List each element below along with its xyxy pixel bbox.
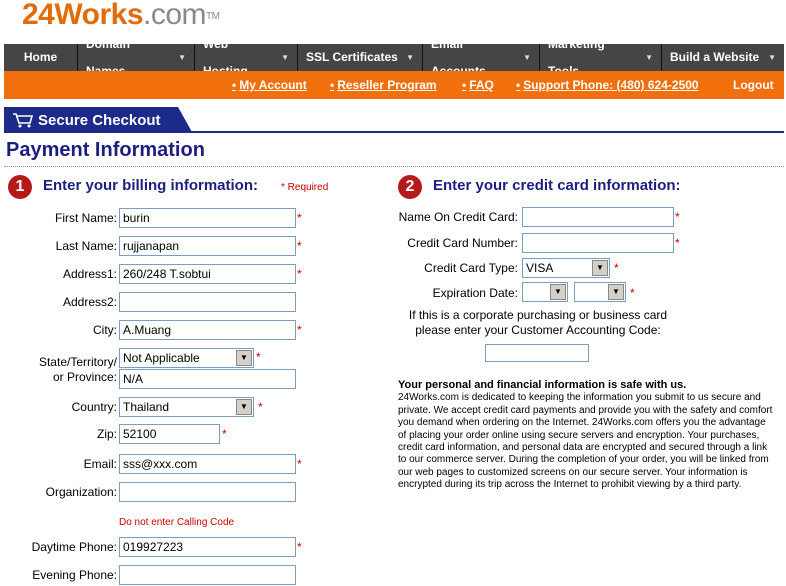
organization-label: Organization: <box>45 485 117 499</box>
logout-link[interactable]: Logout <box>733 78 774 92</box>
state-label-line1: State/Territory/ <box>38 355 117 369</box>
logo-trademark: TM <box>206 11 220 22</box>
title-divider <box>4 166 784 167</box>
expiration-month-select[interactable] <box>522 282 568 302</box>
chevron-down-icon: ▼ <box>645 53 653 62</box>
required-mark: * <box>297 323 302 337</box>
bullet-icon: • <box>330 78 335 92</box>
chevron-down-icon: ▼ <box>523 53 531 62</box>
chevron-down-icon: ▼ <box>236 350 252 366</box>
card-type-value: VISA <box>526 261 554 275</box>
nav-web-hosting-label: Web <box>203 36 229 51</box>
address1-field[interactable]: 260/248 T.sobtui <box>119 264 296 284</box>
address1-label: Address1: <box>62 267 117 281</box>
required-mark: * <box>675 210 680 224</box>
corporate-card-note-line1: If this is a corporate purchasing or business card <box>408 308 668 322</box>
logo-number: 24 <box>22 0 55 31</box>
card-number-field[interactable] <box>522 233 674 253</box>
security-info <box>398 379 776 492</box>
reseller-program-label: Reseller Program <box>337 78 437 92</box>
required-mark: * <box>222 427 227 441</box>
last-name-field[interactable]: rujjanapan <box>119 236 296 256</box>
reseller-program-link[interactable] <box>330 78 437 92</box>
faq-label: FAQ <box>469 78 494 92</box>
organization-field[interactable] <box>119 482 296 502</box>
nav-web-hosting[interactable] <box>195 36 298 71</box>
security-body: 24Works.com is dedicated to keeping the information you submit to us secure and private. We accept credit card payments and provide you with the safety and comfort you demand when ordering on the Internet. 24Works.com offers you the advantage of placing your order online using secure servers and encryption. Your purchases, credit card information, and personal data are encrypted and secured through a link to our commerce server. During the completion of your order, you will be linked from our web pages to customized screens on our secure server. Your information is encrypted during its trip across the Internet to prohibit viewing by a third party. <box>398 392 773 491</box>
evening-phone-label: Evening Phone: <box>32 568 117 582</box>
last-name-label: Last Name: <box>55 239 117 253</box>
nav-build-a-website-label: Build a Website <box>670 50 760 64</box>
evening-phone-field[interactable] <box>119 565 296 585</box>
zip-field[interactable]: 52100 <box>119 424 220 444</box>
state-label-line2: or Province: <box>52 370 117 384</box>
first-name-label: First Name: <box>54 211 117 225</box>
nav-email-accounts[interactable] <box>423 36 540 71</box>
required-mark: * <box>297 267 302 281</box>
address2-field[interactable] <box>119 292 296 312</box>
nav-marketing-tools[interactable] <box>540 36 662 71</box>
nav-domain-names[interactable] <box>78 36 195 71</box>
state-select[interactable] <box>119 348 254 368</box>
sub-nav <box>4 71 784 99</box>
nav-build-a-website[interactable] <box>662 44 784 71</box>
email-label: Email: <box>83 457 117 471</box>
chevron-down-icon: ▼ <box>768 53 776 62</box>
first-name-field[interactable]: burin <box>119 208 296 228</box>
security-heading: Your personal and financial information is safe with us. <box>398 379 687 391</box>
city-field[interactable]: A.Muang <box>119 320 296 340</box>
nav-email-accounts-label: Email <box>431 36 464 51</box>
support-phone-link[interactable] <box>516 78 699 92</box>
step-1-icon: 1 <box>8 175 32 199</box>
support-phone-label: Support Phone: (480) 624-2500 <box>523 78 699 92</box>
required-mark: * <box>256 350 261 364</box>
address2-label: Address2: <box>62 295 117 309</box>
accounting-code-field[interactable] <box>485 344 589 362</box>
required-mark: * <box>630 286 635 300</box>
logo-works: Works <box>54 0 144 31</box>
required-mark: * <box>297 457 302 471</box>
my-account-link[interactable] <box>232 78 307 92</box>
city-label: City: <box>93 323 117 337</box>
chevron-down-icon: ▼ <box>592 260 608 276</box>
secure-checkout-rule <box>4 131 784 133</box>
chevron-down-icon: ▼ <box>406 53 414 62</box>
zip-label: Zip: <box>96 427 117 441</box>
logo-dotcom: .com <box>143 0 207 31</box>
card-number-label: Credit Card Number: <box>407 236 518 250</box>
faq-link[interactable] <box>462 78 494 92</box>
nav-domain-names-label: Domain <box>86 36 131 51</box>
daytime-phone-label: Daytime Phone: <box>31 540 117 554</box>
card-type-select[interactable] <box>522 258 610 278</box>
corporate-card-note-line2: please enter your Customer Accounting Code: <box>415 323 661 337</box>
nav-home[interactable] <box>4 44 78 71</box>
country-select[interactable] <box>119 397 254 417</box>
chevron-down-icon: ▼ <box>178 53 186 62</box>
chevron-down-icon: ▼ <box>550 284 566 300</box>
country-select-value: Thailand <box>123 400 170 414</box>
bullet-icon: • <box>516 78 521 92</box>
secure-checkout-label: Secure Checkout <box>38 112 161 129</box>
corporate-card-note <box>398 308 678 338</box>
required-mark: * <box>675 236 680 250</box>
chevron-down-icon: ▼ <box>281 53 289 62</box>
billing-heading: Enter your billing information: <box>43 177 258 194</box>
shopping-cart-icon <box>12 112 34 128</box>
card-type-label: Credit Card Type: <box>424 261 518 275</box>
daytime-phone-field[interactable]: 019927223 <box>119 537 296 557</box>
page-title: Payment Information <box>6 139 205 161</box>
chevron-down-icon: ▼ <box>608 284 624 300</box>
nav-marketing-tools-label: Marketing <box>548 36 605 51</box>
nav-ssl-certificates-label: SSL Certificates <box>306 50 398 64</box>
card-heading: Enter your credit card information: <box>433 177 681 194</box>
bullet-icon: • <box>232 78 237 92</box>
nav-home-label: Home <box>23 50 58 64</box>
state-select-value: Not Applicable <box>123 351 200 365</box>
required-mark: * <box>297 211 302 225</box>
calling-code-note: Do not enter Calling Code <box>119 517 235 528</box>
nav-ssl-certificates[interactable] <box>298 44 423 71</box>
expiration-year-select[interactable] <box>574 282 626 302</box>
required-mark: * <box>614 261 619 275</box>
secure-checkout-banner <box>4 107 784 132</box>
expiration-label: Expiration Date: <box>432 286 518 300</box>
required-mark: * <box>297 540 302 554</box>
chevron-down-icon: ▼ <box>236 399 252 415</box>
required-note: * Required <box>281 182 329 193</box>
required-mark: * <box>258 400 263 414</box>
bullet-icon: • <box>462 78 467 92</box>
card-name-label: Name On Credit Card: <box>398 210 518 224</box>
card-name-field[interactable] <box>522 207 674 227</box>
main-nav <box>4 36 784 71</box>
country-label: Country: <box>71 400 117 414</box>
step-2-icon: 2 <box>398 175 422 199</box>
province-field[interactable]: N/A <box>119 369 296 389</box>
my-account-label: My Account <box>239 78 307 92</box>
email-field[interactable]: sss@xxx.com <box>119 454 296 474</box>
required-mark: * <box>297 239 302 253</box>
